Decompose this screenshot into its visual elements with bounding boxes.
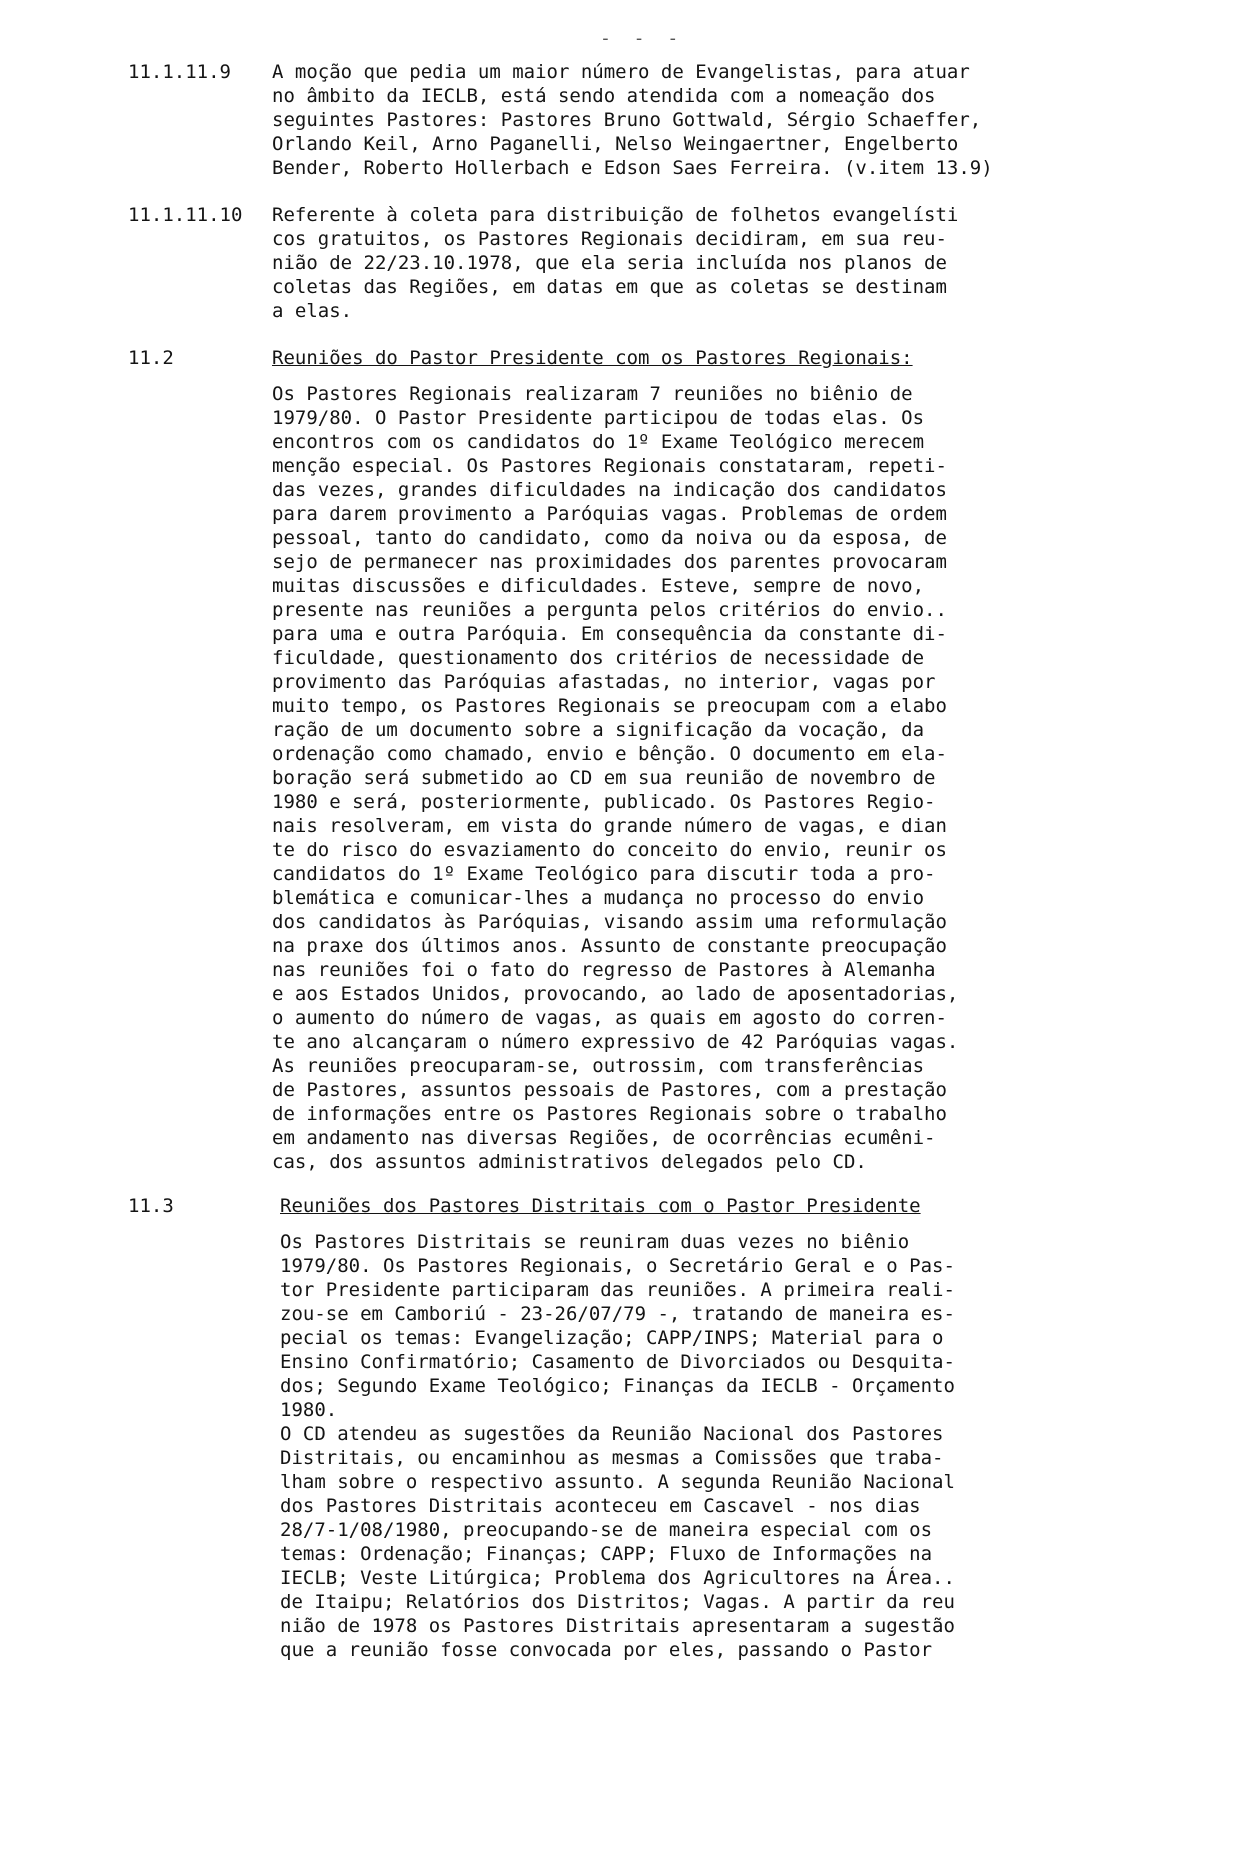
page-mark: - - - [600, 28, 685, 49]
text-line: Distritais, ou encaminhou as mesmas a Comissões que traba- [280, 1447, 944, 1469]
item-number: 11.1.11.9 [128, 61, 231, 83]
text-line: sejo de permanecer nas proximidades dos parentes provocaram [272, 551, 947, 573]
text-line: e aos Estados Unidos, provocando, ao lado de aposentadorias, [272, 983, 959, 1005]
section-heading: Reuniões do Pastor Presidente com os Pastores Regionais: [272, 347, 913, 369]
text-line: Referente à coleta para distribuição de folhetos evangelísti [272, 204, 959, 226]
text-line: O CD atendeu as sugestões da Reunião Nacional dos Pastores [280, 1423, 944, 1445]
text-line: muitas discussões e dificuldades. Esteve, sempre de novo, [272, 575, 925, 597]
text-line: pessoal, tanto do candidato, como da noiva ou da esposa, de [272, 527, 947, 549]
text-line: te do risco do esvaziamento do conceito do envio, reunir os [272, 839, 947, 861]
text-line: provimento das Paróquias afastadas, no interior, vagas por [272, 671, 936, 693]
text-line: das vezes, grandes dificuldades na indicação dos candidatos [272, 479, 947, 501]
text-line: em andamento nas diversas Regiões, de ocorrências ecumêni- [272, 1127, 936, 1149]
text-line: As reuniões preocuparam-se, outrossim, com transferências [272, 1055, 925, 1077]
text-line: te ano alcançaram o número expressivo de 42 Paróquias vagas. [272, 1031, 959, 1053]
text-line: menção especial. Os Pastores Regionais constataram, repeti- [272, 455, 947, 477]
text-line: cas, dos assuntos administrativos delegados pelo CD. [272, 1151, 867, 1173]
item-body [272, 203, 1167, 323]
text-line: Os Pastores Distritais se reuniram duas vezes no biênio [280, 1231, 910, 1253]
text-line: encontros com os candidatos do 1º Exame Teológico merecem [272, 431, 925, 453]
text-line: presente nas reuniões a pergunta pelos critérios do envio.. [272, 599, 947, 621]
text-line: lham sobre o respectivo assunto. A segunda Reunião Nacional [280, 1471, 955, 1493]
text-line: dos; Segundo Exame Teológico; Finanças da IECLB - Orçamento [280, 1375, 955, 1397]
text-line: o aumento do número de vagas, as quais em agosto do corren- [272, 1007, 947, 1029]
text-line: dos Pastores Distritais aconteceu em Cascavel - nos dias [280, 1495, 921, 1517]
text-line: A moção que pedia um maior número de Evangelistas, para atuar [272, 61, 970, 83]
text-line: no âmbito da IECLB, está sendo atendida com a nomeação dos [272, 85, 936, 107]
item-number: 11.1.11.10 [128, 204, 243, 226]
section-body [272, 382, 1167, 1174]
text-line: zou-se em Camboriú - 23-26/07/79 -, tratando de maneira es- [280, 1303, 955, 1325]
text-line: para uma e outra Paróquia. Em consequência da constante di- [272, 623, 947, 645]
text-line: coletas das Regiões, em datas em que as coletas se destinam [272, 276, 947, 298]
text-line: dos candidatos às Paróquias, visando assim uma reformulação [272, 911, 947, 933]
text-line: de Itaipu; Relatórios dos Distritos; Vagas. A partir da reu [280, 1591, 955, 1613]
text-line: nas reuniões foi o fato do regresso de Pastores à Alemanha [272, 959, 936, 981]
text-line: 1979/80. O Pastor Presidente participou de todas elas. Os [272, 407, 925, 429]
text-line: para darem provimento a Paróquias vagas. Problemas de ordem [272, 503, 947, 525]
text-line: nais resolveram, em vista do grande número de vagas, e dian [272, 815, 947, 837]
text-line: pecial os temas: Evangelização; CAPP/INPS; Material para o [280, 1327, 944, 1349]
text-line: seguintes Pastores: Pastores Bruno Gottwald, Sérgio Schaeffer, [272, 109, 982, 131]
text-line: ração de um documento sobre a significação da vocação, da [272, 719, 925, 741]
text-line: a elas. [272, 300, 353, 322]
text-line: Bender, Roberto Hollerbach e Edson Saes Ferreira. (v.item 13.9) [272, 157, 993, 179]
text-line: boração será submetido ao CD em sua reunião de novembro de [272, 767, 936, 789]
text-line: muito tempo, os Pastores Regionais se preocupam com a elabo [272, 695, 947, 717]
text-line: Os Pastores Regionais realizaram 7 reuniões no biênio de [272, 383, 913, 405]
text-line: 28/7-1/08/1980, preocupando-se de maneira especial com os [280, 1519, 933, 1541]
text-line: 1979/80. Os Pastores Regionais, o Secretário Geral e o Pas- [280, 1255, 955, 1277]
text-line: nião de 1978 os Pastores Distritais apresentaram a sugestão [280, 1615, 955, 1637]
text-line: tor Presidente participaram das reuniões. A primeira reali- [280, 1279, 955, 1301]
item-body [272, 60, 1167, 180]
text-line: candidatos do 1º Exame Teológico para discutir toda a pro- [272, 863, 936, 885]
text-line: IECLB; Veste Litúrgica; Problema dos Agricultores na Área.. [280, 1567, 955, 1589]
text-line: blemática e comunicar-lhes a mudança no processo do envio [272, 887, 925, 909]
text-line: 1980 e será, posteriormente, publicado. Os Pastores Regio- [272, 791, 936, 813]
section-heading: Reuniões dos Pastores Distritais com o Pastor Presidente [280, 1195, 921, 1217]
text-line: 1980. [280, 1399, 338, 1421]
text-line: ficuldade, questionamento dos critérios de necessidade de [272, 647, 925, 669]
text-line: cos gratuitos, os Pastores Regionais decidiram, em sua reu- [272, 228, 947, 250]
text-line: de informações entre os Pastores Regionais sobre o trabalho [272, 1103, 947, 1125]
text-line: temas: Ordenação; Finanças; CAPP; Fluxo de Informações na [280, 1543, 933, 1565]
section-number: 11.3 [128, 1195, 174, 1217]
text-line: de Pastores, assuntos pessoais de Pastores, com a prestação [272, 1079, 947, 1101]
text-line: nião de 22/23.10.1978, que ela seria incluída nos planos de [272, 252, 947, 274]
text-line: ordenação como chamado, envio e bênção. O documento em ela- [272, 743, 947, 765]
text-line: que a reunião fosse convocada por eles, passando o Pastor [280, 1639, 933, 1661]
text-line: na praxe dos últimos anos. Assunto de constante preocupação [272, 935, 947, 957]
section-body [280, 1230, 1175, 1662]
text-line: Orlando Keil, Arno Paganelli, Nelso Weingaertner, Engelberto [272, 133, 959, 155]
section-number: 11.2 [128, 347, 174, 369]
text-line: Ensino Confirmatório; Casamento de Divorciados ou Desquita- [280, 1351, 955, 1373]
